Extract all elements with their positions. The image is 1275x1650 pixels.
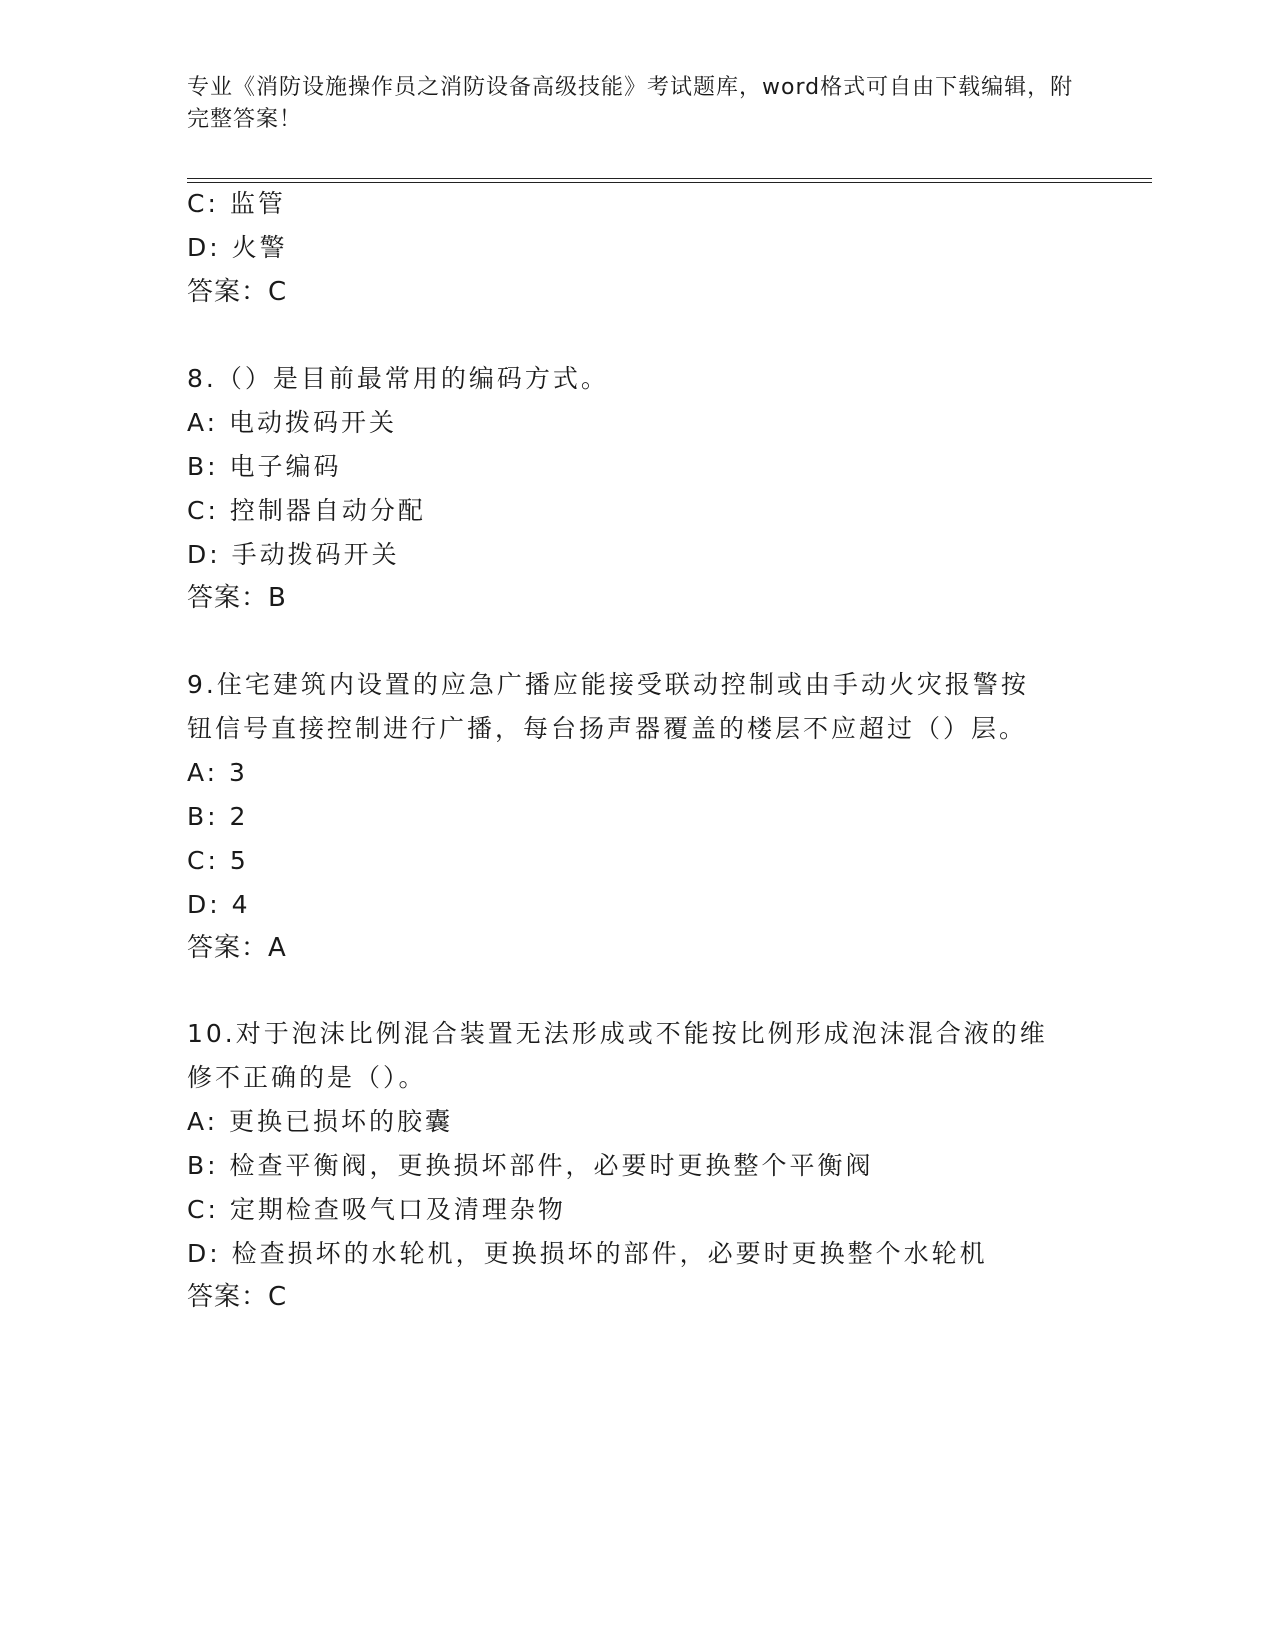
- q8-option-c: C: 控制器自动分配: [187, 496, 426, 525]
- q9-question-line2: 钮信号直接控制进行广播，每台扬声器覆盖的楼层不应超过（）层。: [187, 714, 1028, 743]
- q7-option-c: C: 监管: [187, 189, 286, 218]
- q8-option-a: A: 电动拨码开关: [187, 408, 398, 437]
- header-divider-bottom: [187, 182, 1152, 183]
- q10-question-line1: 10.对于泡沫比例混合装置无法形成或不能按比例形成泡沫混合液的维: [187, 1019, 1048, 1048]
- q10-option-a: A: 更换已损坏的胶囊: [187, 1107, 454, 1136]
- header-divider-top: [187, 178, 1152, 179]
- document-header: 专业《消防设施操作员之消防设备高级技能》考试题库，word格式可自由下载编辑，附完整答案！: [187, 75, 1074, 132]
- q10-question-line2: 修不正确的是（）。: [187, 1063, 427, 1092]
- q10-option-c: C: 定期检查吸气口及清理杂物: [187, 1195, 566, 1224]
- q9-answer: 答案：A: [187, 933, 287, 963]
- q9-question-line1: 9.住宅建筑内设置的应急广播应能接受联动控制或由手动火灾报警按: [187, 670, 1029, 699]
- q8-option-d: D: 手动拨码开关: [187, 540, 400, 569]
- q9-option-b: B: 2: [187, 802, 249, 831]
- q8-answer: 答案：B: [187, 583, 287, 613]
- q10-option-b: B: 检查平衡阀，更换损坏部件，必要时更换整个平衡阀: [187, 1151, 874, 1180]
- q7-answer: 答案：C: [187, 277, 288, 307]
- q8-question: 8.（）是目前最常用的编码方式。: [187, 364, 609, 393]
- q10-answer: 答案：C: [187, 1282, 288, 1312]
- q7-option-d: D: 火警: [187, 233, 288, 262]
- q8-option-b: B: 电子编码: [187, 452, 342, 481]
- q10-option-d: D: 检查损坏的水轮机，更换损坏的部件，必要时更换整个水轮机: [187, 1239, 988, 1268]
- q9-option-d: D: 4: [187, 890, 251, 919]
- q9-option-a: A: 3: [187, 758, 248, 787]
- q9-option-c: C: 5: [187, 846, 249, 875]
